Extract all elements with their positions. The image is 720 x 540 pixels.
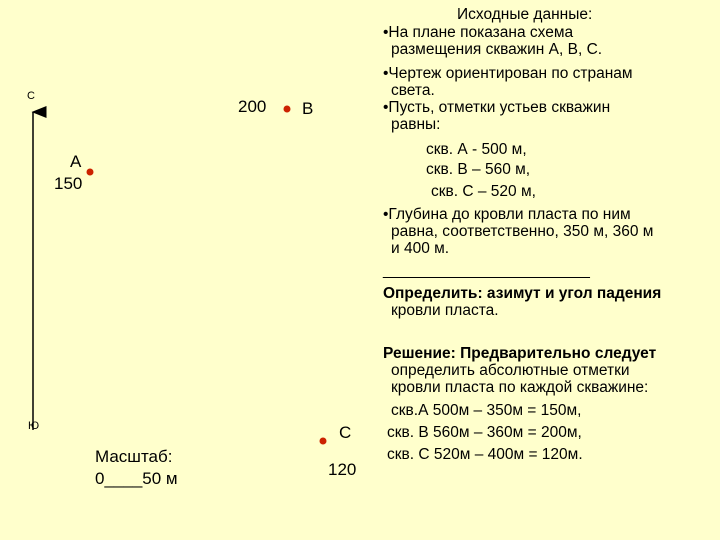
well-c-label: С (339, 423, 352, 442)
text-line-17: кровли пласта по каждой скважине: (391, 379, 649, 396)
text-line-2: размещения скважин А, В, С. (391, 41, 603, 58)
well-a-label: А (70, 152, 82, 171)
text-line-15: Решение: Предварительно следует (383, 345, 657, 362)
well-a-point (87, 169, 94, 176)
well-c-point (320, 438, 327, 445)
text-line-13: Определить: азимут и угол падения (383, 285, 662, 302)
well-b-label: В (302, 99, 314, 118)
text-line-1: •На плане показана схема (383, 24, 574, 41)
well-b-point (284, 106, 291, 113)
text-line-4: света. (391, 82, 435, 99)
text-line-10: •Глубина до кровли пласта по ним (383, 206, 631, 223)
text-divider: ________________________ (383, 262, 590, 279)
text-line-18: скв.А 500м – 350м = 150м, (391, 402, 582, 419)
text-line-12: и 400 м. (391, 240, 450, 257)
scale-title: Масштаб: (95, 447, 173, 466)
text-line-19: скв. В 560м – 360м = 200м, (387, 424, 582, 441)
north-label: С (27, 90, 35, 102)
text-line-9: скв. С – 520 м, (431, 183, 536, 200)
text-line-8: скв. В – 560 м, (426, 161, 531, 178)
text-line-5: •Пусть, отметки устьев скважин (383, 99, 611, 116)
text-line-20: скв. С 520м – 400м = 120м. (387, 446, 583, 463)
text-line-3: •Чертеж ориентирован по странам (383, 65, 633, 82)
south-label: Ю (28, 420, 40, 432)
scale-value: 0____50 м (95, 469, 178, 488)
well-b-elevation: 200 (238, 97, 267, 116)
text-line-16: определить абсолютные отметки (391, 362, 630, 379)
text-line-11: равна, соответственно, 350 м, 360 м (391, 223, 654, 240)
text-title: Исходные данные: (457, 6, 593, 23)
well-c-elevation: 120 (328, 460, 357, 479)
text-line-6: равны: (391, 116, 441, 133)
text-line-14: кровли пласта. (391, 302, 499, 319)
well-a-elevation: 150 (54, 174, 83, 193)
text-line-7: скв. А - 500 м, (426, 141, 527, 158)
